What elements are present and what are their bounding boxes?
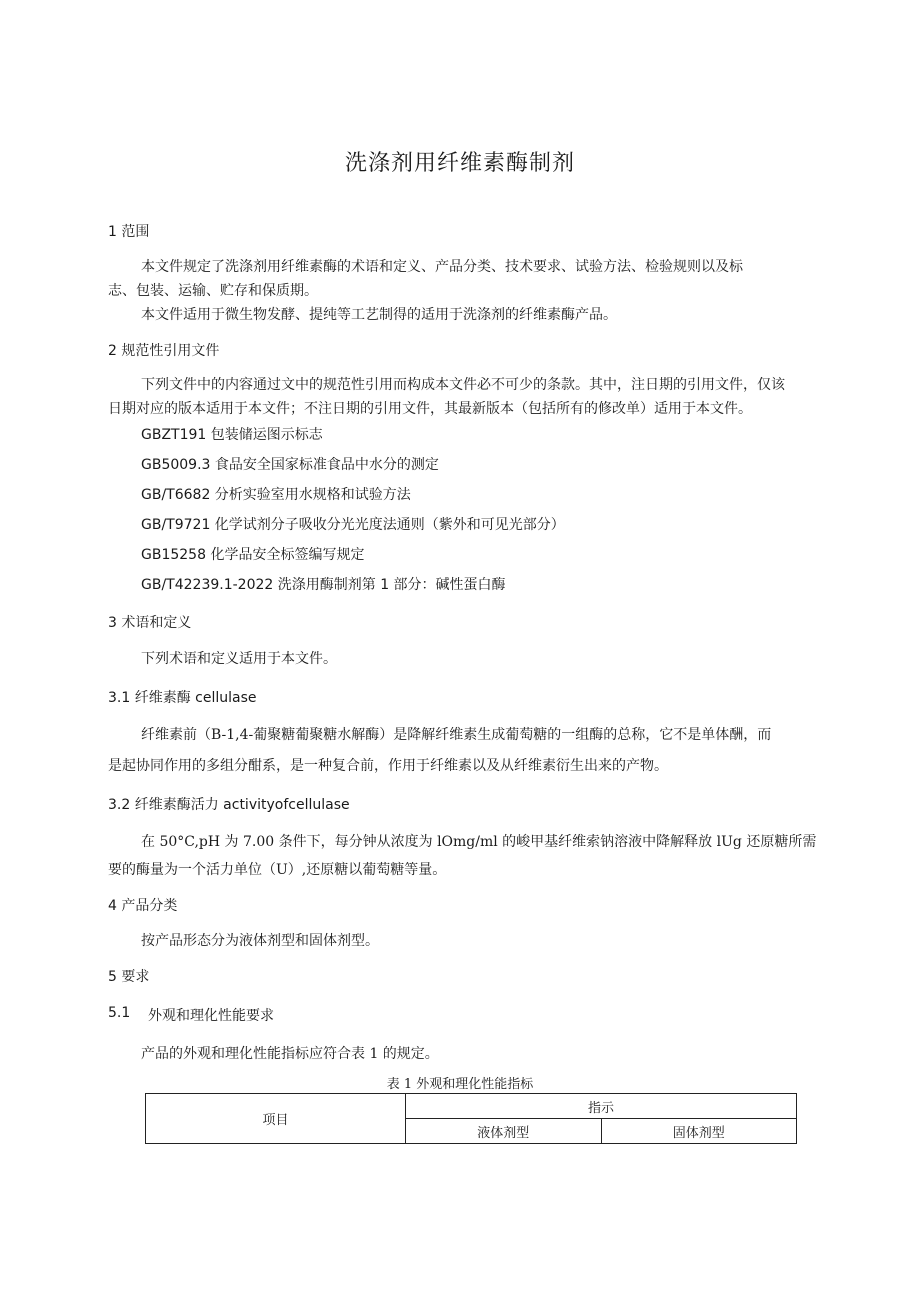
section-4-heading: 4 产品分类 [108, 898, 178, 914]
reference-item: GB/T42239.1-2022 洗涤用酶制剂第 1 部分：碱性蛋白酶 [141, 577, 506, 593]
document-title: 洗涤剂用纤维素酶制剂 [344, 151, 575, 176]
section-3-heading: 3 术语和定义 [108, 615, 192, 631]
table-caption: 表 1 外观和理化性能指标 [386, 1077, 534, 1092]
term-3-2-definition-cont: 要的酶量为一个活力单位（U）,还原糖以葡萄糖等量。 [108, 862, 447, 878]
section-5-heading: 5 要求 [108, 969, 150, 985]
section-2-paragraph-1: 下列文件中的内容通过文中的规范性引用而构成本文件必不可少的条款。其中，注日期的引用文件，仅该 [141, 377, 785, 393]
section-5-paragraph-1: 产品的外观和理化性能指标应符合表 1 的规定。 [141, 1046, 439, 1062]
table-header-index: 指示 [406, 1094, 797, 1119]
reference-item: GB/T6682 分析实验室用水规格和试验方法 [141, 487, 411, 503]
section-2-heading: 2 规范性引用文件 [108, 343, 220, 359]
section-1-paragraph-1-cont: 志、包装、运输、贮存和保质期。 [108, 283, 318, 299]
reference-item: GB/T9721 化学试剂分子吸收分光光度法通则（紫外和可见光部分） [141, 517, 565, 533]
section-1-heading: 1 范围 [108, 224, 150, 240]
section-2-paragraph-1-cont: 日期对应的版本适用于本文件；不注日期的引用文件，其最新版本（包括所有的修改单）适用于本文件。 [108, 401, 752, 417]
reference-item: GB15258 化学品安全标签编写规定 [141, 547, 365, 563]
properties-table [145, 1093, 797, 1144]
section-3-paragraph-1: 下列术语和定义适用于本文件。 [141, 651, 337, 667]
section-1-paragraph-1: 本文件规定了洗涤剂用纤维素酶的术语和定义、产品分类、技术要求、试验方法、检验规则以及标 [141, 259, 743, 275]
term-3-2-definition: 在 50°C,pH 为 7.00 条件下，每分钟从浓度为 lOmg/ml 的峻甲基纤维索钠溶液中降解释放 lUg 还原糖所需 [141, 834, 817, 850]
subsection-5-1-title: 外观和理化性能要求 [148, 1008, 274, 1024]
section-4-paragraph-1: 按产品形态分为液体剂型和固体剂型。 [141, 933, 379, 949]
table-header-solid: 固体剂型 [601, 1119, 797, 1144]
section-1-paragraph-2: 本文件适用于微生物发酵、提纯等工艺制得的适用于洗涤剂的纤维素酶产品。 [141, 307, 617, 323]
reference-item: GBZT191 包装储运图示标志 [141, 427, 323, 443]
term-3-2-heading: 3.2 纤维素酶活力 activityofcellulase [108, 797, 350, 813]
term-3-1-heading: 3.1 纤维素酶 cellulase [108, 690, 257, 706]
subsection-5-1-number: 5.1 [108, 1005, 131, 1021]
term-3-1-definition: 纤维素前（B-1,4-葡聚糖葡聚糖水解酶）是降解纤维素生成葡萄糖的一组酶的总称，它不是单体酬，而 [141, 727, 772, 743]
term-3-1-definition-cont: 是起协同作用的多组分酣系，是一种复合前，作用于纤维素以及从纤维素衍生出来的产物。 [108, 758, 668, 774]
reference-item: GB5009.3 食品安全国家标准食品中水分的测定 [141, 457, 439, 473]
table-header-item: 项目 [146, 1094, 406, 1144]
table-header-liquid: 液体剂型 [406, 1119, 602, 1144]
